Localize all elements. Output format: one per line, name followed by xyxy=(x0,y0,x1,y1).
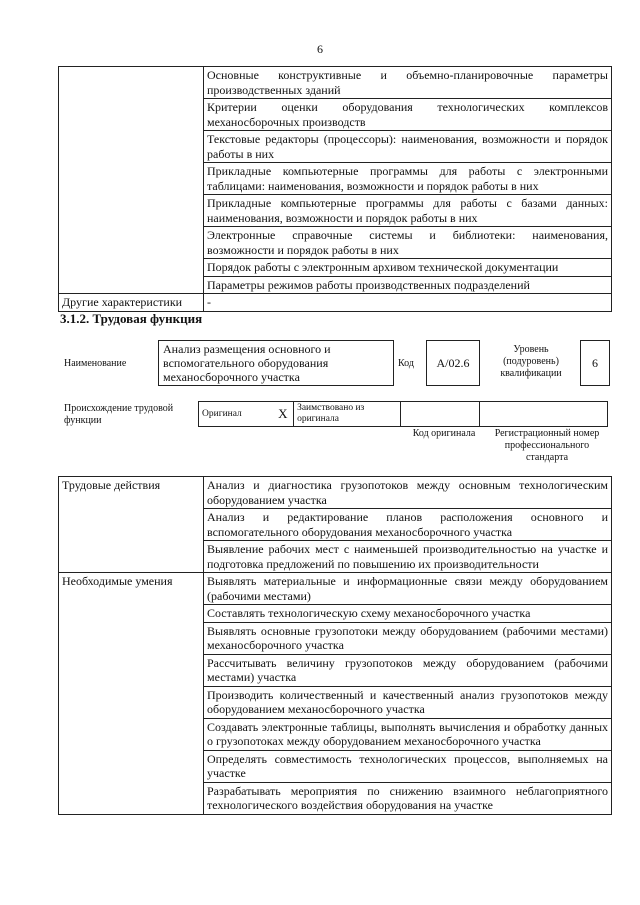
other-characteristics-label: Другие характеристики xyxy=(59,294,204,312)
origin-label: Происхождение трудовой функции xyxy=(64,403,174,426)
labor-function-table xyxy=(58,476,612,815)
level-label: Уровень (подуровень) квалификации xyxy=(500,344,562,379)
skill-item: Разрабатывать мероприятия по снижению взаимного неблагоприятного технологического воздействия оборудования на участке xyxy=(204,782,612,814)
skills-label: Необходимые умения xyxy=(59,573,204,815)
level-value: 6 xyxy=(580,340,610,386)
action-item: Выявление рабочих мест с наименьшей производительностью на участке и подготовка предложений по повышению их производительности xyxy=(204,541,612,573)
knowledge-item: Порядок работы с электронным архивом технической документации xyxy=(204,259,612,277)
reg-number-label: Регистрационный номер профессионального стандарта xyxy=(494,428,600,463)
action-item: Анализ и диагностика грузопотоков между основным технологическим оборудованием участка xyxy=(204,477,612,509)
empty-label-cell xyxy=(59,67,204,294)
table-row xyxy=(59,573,612,605)
skill-item: Выявлять материальные и информационные связи между оборудованием (рабочими местами) xyxy=(204,573,612,605)
knowledge-item: Основные конструктивные и объемно-планировочные параметры производственных зданий xyxy=(204,67,612,99)
knowledge-item: Критерии оценки оборудования технологических комплексов механосборочных производств xyxy=(204,99,612,131)
table-row xyxy=(59,477,612,509)
other-characteristics-value: - xyxy=(204,294,612,312)
original-label: Оригинал xyxy=(199,402,273,427)
skill-item: Определять совместимость технологических процессов, выполняемых на участке xyxy=(204,750,612,782)
skill-item: Создавать электронные таблицы, выполнять вычисления и обработку данных о грузопотоках между оборудованием механосборочного участка xyxy=(204,718,612,750)
skill-item: Рассчитывать величину грузопотоков между оборудованием (рабочими местами) участка xyxy=(204,654,612,686)
page-number: 6 xyxy=(317,42,323,56)
skill-item: Выявлять основные грузопотоки между оборудованием (рабочими местами) механосборочного участка xyxy=(204,622,612,654)
knowledge-item: Прикладные компьютерные программы для работы с базами данных: наименования, возможности и порядок работы в них xyxy=(204,195,612,227)
origin-code-label: Код оригинала xyxy=(412,428,476,439)
knowledge-item: Текстовые редакторы (процессоры): наименования, возможности и порядок работы в них xyxy=(204,131,612,163)
code-value: А/02.6 xyxy=(426,340,480,386)
knowledge-item: Электронные справочные системы и библиотеки: наименования, возможности и порядок работы в них xyxy=(204,227,612,259)
table-row xyxy=(59,294,612,312)
original-mark: X xyxy=(273,402,294,427)
name-value: Анализ размещения основного и вспомогательного оборудования механосборочного участка xyxy=(158,340,394,386)
reg-number-cell xyxy=(480,402,608,427)
origin-table xyxy=(198,401,608,427)
origin-code-cell xyxy=(401,402,480,427)
action-item: Анализ и редактирование планов расположения основного и вспомогательного оборудования механосборочного участка xyxy=(204,509,612,541)
code-label: Код xyxy=(398,358,414,369)
skill-item: Составлять технологическую схему механосборочного участка xyxy=(204,605,612,623)
skill-item: Производить количественный и качественный анализ грузопотоков между оборудованием механосборочного участка xyxy=(204,686,612,718)
name-label: Наименование xyxy=(64,358,127,369)
knowledge-item: Параметры режимов работы производственных подразделений xyxy=(204,276,612,294)
knowledge-item: Прикладные компьютерные программы для работы с электронными таблицами: наименования, возможности и порядок работы в них xyxy=(204,163,612,195)
table-row xyxy=(59,67,612,99)
section-title: 3.1.2. Трудовая функция xyxy=(60,311,203,326)
borrowed-label: Заимствовано из оригинала xyxy=(294,402,401,427)
knowledge-continuation-table xyxy=(58,66,612,312)
table-row xyxy=(199,402,608,427)
actions-label: Трудовые действия xyxy=(59,477,204,573)
